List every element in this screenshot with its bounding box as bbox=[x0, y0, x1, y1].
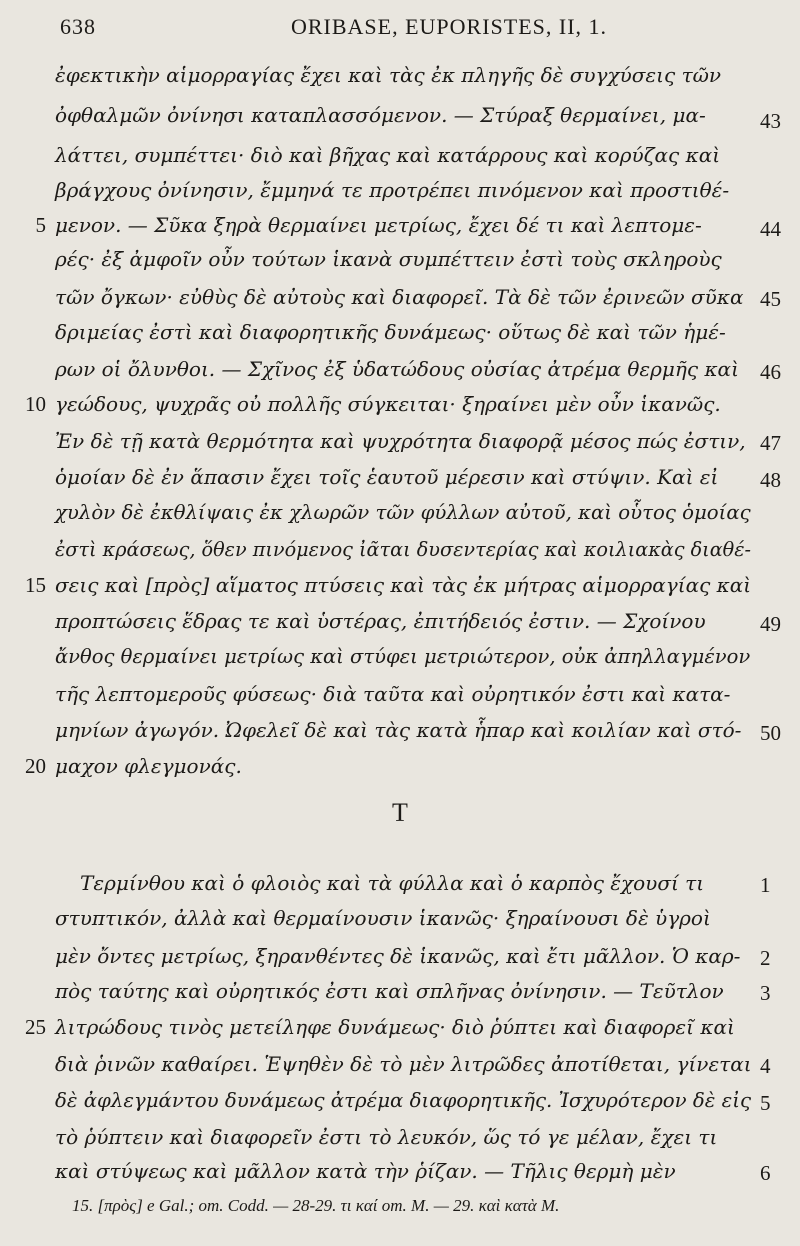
text-line: σεις καὶ [πρὸς] αἵματος πτύσεις καὶ τὰς ἐκ μήτρας αἱμορραγίας καὶ bbox=[55, 573, 752, 597]
text-line: ἐφεκτικὴν αἱμορραγίας ἔχει καὶ τὰς ἐκ πληγῆς δὲ συγχύσεις τῶν bbox=[55, 63, 722, 87]
text-line: χυλὸν δὲ ἐκθλίψαις ἐκ χλωρῶν τῶν φύλλων αὐτοῦ, καὶ οὗτος ὁμοίας bbox=[55, 501, 751, 524]
section-number: 2 bbox=[760, 946, 771, 970]
line-number: 25 bbox=[25, 1015, 46, 1039]
section-number: 50 bbox=[760, 721, 781, 745]
text-line: γεώδους, ψυχρᾶς οὐ πολλῆς σύγκειται· ξηραίνει μὲν οὖν ἱκανῶς. bbox=[55, 392, 721, 416]
text-line: διὰ ῥινῶν καθαίρει. Ἑψηθὲν δὲ τὸ μὲν λιτρῶδες ἀποτίθεται, γίνεται bbox=[55, 1052, 752, 1076]
text-line: ὁμοίαν δὲ ἐν ἅπασιν ἔχει τοῖς ἑαυτοῦ μέρεσιν καὶ στύψιν. Καὶ εἰ bbox=[55, 465, 719, 489]
text-line: τῶν ὄγκων· εὐθὺς δὲ αὐτοὺς καὶ διαφορεῖ. Τὰ δὲ τῶν ἐρινεῶν σῦκα bbox=[55, 285, 744, 309]
section-number: 5 bbox=[760, 1091, 771, 1115]
text-line: ρές· ἐξ ἀμφοῖν οὖν τούτων ἱκανὰ συμπέττειν ἐστὶ τοὺς σκληροὺς bbox=[55, 247, 722, 271]
text-line: καὶ στύψεως καὶ μᾶλλον κατὰ τὴν ῥίζαν. — Τῆλις θερμὴ μὲν bbox=[55, 1159, 676, 1183]
line-number: 10 bbox=[25, 392, 46, 416]
text-line: Τερμίνθου καὶ ὁ φλοιὸς καὶ τὰ φύλλα καὶ ὁ καρπὸς ἔχουσί τι bbox=[80, 871, 705, 895]
text-line: ἄνθος θερμαίνει μετρίως καὶ στύφει μετριώτερον, οὐκ ἀπηλλαγμένον bbox=[55, 645, 751, 668]
page-number: 638 bbox=[60, 14, 96, 39]
page-header bbox=[48, 14, 760, 46]
section-number: 43 bbox=[760, 109, 781, 133]
text-line: πὸς ταύτης καὶ οὐρητικός ἐστι καὶ σπλῆνας ὀνίνησιν. — Τεῦτλον bbox=[55, 979, 724, 1003]
text-line: λιτρώδους τινὸς μετείληφε δυνάμεως· διὸ ῥύπτει καὶ διαφορεῖ καὶ bbox=[55, 1015, 735, 1039]
section-number: 45 bbox=[760, 287, 781, 311]
section-number: 48 bbox=[760, 468, 781, 492]
running-title: ORIBASE, EUPORISTES, II, 1. bbox=[290, 14, 608, 39]
text-line: βράγχους ὀνίνησιν, ἔμμηνά τε προτρέπει πινόμενον καὶ προστιθέ- bbox=[55, 178, 730, 202]
section-number: 46 bbox=[760, 360, 781, 384]
text-line: ὀφθαλμῶν ὀνίνησι καταπλασσόμενον. — Στύραξ θερμαίνει, μα- bbox=[55, 103, 706, 127]
text-line: λάττει, συμπέττει· διὸ καὶ βῆχας καὶ κατάρρους καὶ κορύζας καὶ bbox=[55, 143, 721, 167]
section-number: 4 bbox=[760, 1054, 771, 1078]
text-line: μηνίων ἀγωγόν. Ὠφελεῖ δὲ καὶ τὰς κατὰ ἧπαρ καὶ κοιλίαν καὶ στό- bbox=[55, 718, 742, 742]
section-number: 47 bbox=[760, 431, 781, 455]
text-line: προπτώσεις ἕδρας τε καὶ ὑστέρας, ἐπιτήδειός ἐστιν. — Σχοίνου bbox=[55, 609, 706, 633]
text-line: Ἐν δὲ τῇ κατὰ θερμότητα καὶ ψυχρότητα διαφορᾷ μέσος πώς ἐστιν, bbox=[55, 429, 746, 453]
footnote: 15. [πρὸς] e Gal.; om. Codd. — 28-29. τι καί om. M. — 29. καὶ κατὰ M. bbox=[72, 1196, 560, 1215]
section-number: 44 bbox=[760, 217, 781, 241]
text-line: ἐστὶ κράσεως, ὅθεν πινόμενος ἰᾶται δυσεντερίας καὶ κοιλιακὰς διαθέ- bbox=[55, 538, 752, 561]
text-line: δριμείας ἐστὶ καὶ διαφορητικῆς δυνάμεως· οὕτως δὲ καὶ τῶν ἡμέ- bbox=[55, 320, 726, 344]
text-line: τὸ ῥύπτειν καὶ διαφορεῖν ἐστι τὸ λευκόν, ὥς τό γε μέλαν, ἔχει τι bbox=[55, 1125, 718, 1149]
text-line: δὲ ἀφλεγμάντου δυνάμεως ἀτρέμα διαφορητικῆς. Ἰσχυρότερον δὲ εἰς bbox=[55, 1089, 752, 1112]
text-line: μενον. — Σῦκα ξηρὰ θερμαίνει μετρίως, ἔχει δέ τι καὶ λεπτομε- bbox=[55, 213, 702, 237]
line-number: 5 bbox=[35, 213, 46, 237]
text-line: ρων οἱ ὄλυνθοι. — Σχῖνος ἐξ ὑδατώδους οὐσίας ἀτρέμα θερμῆς καὶ bbox=[55, 357, 739, 381]
section-number: 6 bbox=[760, 1161, 771, 1185]
text-line: στυπτικόν, ἀλλὰ καὶ θερμαίνουσιν ἱκανῶς· ξηραίνουσι δὲ ὑγροὶ bbox=[55, 906, 711, 930]
line-number: 20 bbox=[25, 754, 46, 778]
text-line: τῆς λεπτομεροῦς φύσεως· διὰ ταῦτα καὶ οὐρητικόν ἐστι καὶ κατα- bbox=[55, 682, 731, 706]
section-number: 1 bbox=[760, 873, 771, 897]
text-line: μαχον φλεγμονάς. bbox=[55, 754, 242, 778]
section-number: 3 bbox=[760, 981, 771, 1005]
line-number: 15 bbox=[25, 573, 46, 597]
text-line: μὲν ὄντες μετρίως, ξηρανθέντες δὲ ἱκανῶς, καὶ ἔτι μᾶλλον. Ὁ καρ- bbox=[55, 944, 741, 968]
section-number: 49 bbox=[760, 612, 781, 636]
section-heading: Τ bbox=[392, 798, 408, 827]
